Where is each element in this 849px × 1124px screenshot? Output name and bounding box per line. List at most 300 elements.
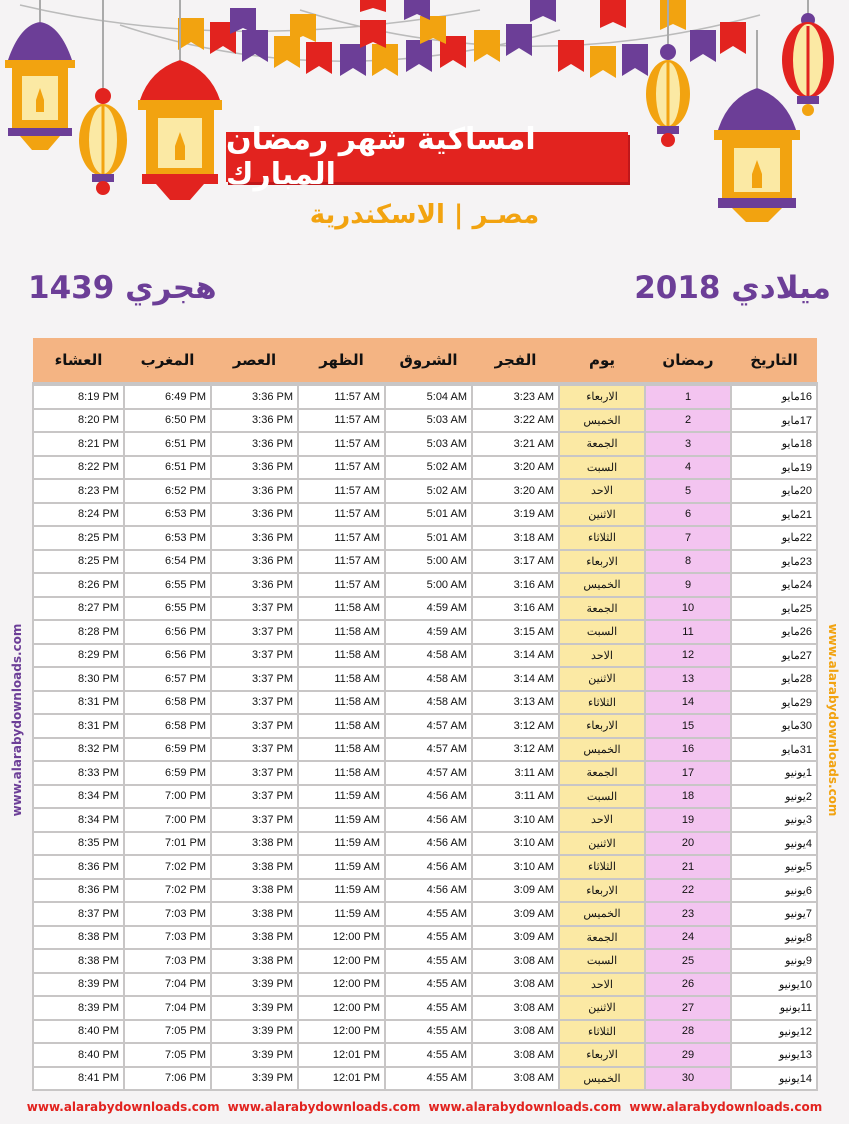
cell-isha: 8:24 PM: [33, 503, 124, 527]
cell-shurooq: 4:57 AM: [385, 761, 472, 785]
cell-isha: 8:20 PM: [33, 409, 124, 433]
cell-date: 22مايو: [731, 526, 817, 550]
cell-day: السبت: [559, 785, 645, 809]
cell-isha: 8:26 PM: [33, 573, 124, 597]
cell-isha: 8:22 PM: [33, 456, 124, 480]
table-row: [33, 691, 817, 715]
watermark-right: www.alarabydownloads.com: [826, 623, 840, 817]
cell-shurooq: 4:58 AM: [385, 667, 472, 691]
cell-date: 11يونيو: [731, 996, 817, 1020]
cell-asr: 3:37 PM: [211, 738, 298, 762]
cell-day: الاثنين: [559, 832, 645, 856]
column-header: العشاء: [33, 338, 124, 384]
cell-asr: 3:38 PM: [211, 855, 298, 879]
cell-fajr: 3:08 AM: [472, 996, 559, 1020]
cell-date: 17مايو: [731, 409, 817, 433]
cell-ramadan: 1: [645, 384, 731, 409]
cell-day: الاثنين: [559, 503, 645, 527]
cell-dhuhr: 12:01 PM: [298, 1043, 385, 1067]
cell-asr: 3:37 PM: [211, 597, 298, 621]
cell-date: 30مايو: [731, 714, 817, 738]
cell-day: الثلاثاء: [559, 855, 645, 879]
cell-maghrib: 6:53 PM: [124, 526, 211, 550]
cell-date: 8يونيو: [731, 926, 817, 950]
cell-fajr: 3:13 AM: [472, 691, 559, 715]
cell-date: 26مايو: [731, 620, 817, 644]
cell-isha: 8:34 PM: [33, 785, 124, 809]
table-row: [33, 432, 817, 456]
cell-asr: 3:36 PM: [211, 456, 298, 480]
cell-date: 21مايو: [731, 503, 817, 527]
cell-dhuhr: 12:00 PM: [298, 1020, 385, 1044]
table-row: [33, 1067, 817, 1091]
cell-fajr: 3:15 AM: [472, 620, 559, 644]
cell-ramadan: 19: [645, 808, 731, 832]
cell-fajr: 3:20 AM: [472, 479, 559, 503]
cell-asr: 3:39 PM: [211, 1043, 298, 1067]
cell-fajr: 3:09 AM: [472, 902, 559, 926]
cell-maghrib: 6:51 PM: [124, 432, 211, 456]
cell-ramadan: 8: [645, 550, 731, 574]
cell-isha: 8:39 PM: [33, 973, 124, 997]
cell-date: 1يونيو: [731, 761, 817, 785]
table-row: [33, 1020, 817, 1044]
cell-ramadan: 9: [645, 573, 731, 597]
cell-isha: 8:40 PM: [33, 1020, 124, 1044]
column-header: الشروق: [385, 338, 472, 384]
cell-ramadan: 29: [645, 1043, 731, 1067]
cell-ramadan: 5: [645, 479, 731, 503]
cell-ramadan: 22: [645, 879, 731, 903]
cell-asr: 3:36 PM: [211, 573, 298, 597]
cell-fajr: 3:12 AM: [472, 738, 559, 762]
cell-asr: 3:37 PM: [211, 620, 298, 644]
cell-date: 25مايو: [731, 597, 817, 621]
cell-ramadan: 25: [645, 949, 731, 973]
cell-asr: 3:38 PM: [211, 926, 298, 950]
cell-day: الخميس: [559, 902, 645, 926]
cell-day: السبت: [559, 456, 645, 480]
cell-asr: 3:39 PM: [211, 996, 298, 1020]
cell-fajr: 3:09 AM: [472, 926, 559, 950]
cell-isha: 8:32 PM: [33, 738, 124, 762]
cell-dhuhr: 11:58 AM: [298, 738, 385, 762]
cell-maghrib: 6:59 PM: [124, 761, 211, 785]
cell-date: 20مايو: [731, 479, 817, 503]
cell-isha: 8:38 PM: [33, 926, 124, 950]
cell-day: الاثنين: [559, 996, 645, 1020]
cell-fajr: 3:22 AM: [472, 409, 559, 433]
cell-ramadan: 16: [645, 738, 731, 762]
cell-shurooq: 5:04 AM: [385, 384, 472, 409]
cell-fajr: 3:17 AM: [472, 550, 559, 574]
cell-dhuhr: 11:58 AM: [298, 691, 385, 715]
cell-date: 3يونيو: [731, 808, 817, 832]
cell-shurooq: 5:01 AM: [385, 526, 472, 550]
cell-date: 5يونيو: [731, 855, 817, 879]
table-row: [33, 973, 817, 997]
cell-maghrib: 7:00 PM: [124, 785, 211, 809]
cell-date: 4يونيو: [731, 832, 817, 856]
cell-ramadan: 10: [645, 597, 731, 621]
cell-isha: 8:29 PM: [33, 644, 124, 668]
table-row: [33, 949, 817, 973]
cell-asr: 3:37 PM: [211, 761, 298, 785]
cell-shurooq: 4:58 AM: [385, 691, 472, 715]
column-header: الظهر: [298, 338, 385, 384]
cell-isha: 8:37 PM: [33, 902, 124, 926]
cell-dhuhr: 11:57 AM: [298, 503, 385, 527]
cell-day: الخميس: [559, 409, 645, 433]
cell-dhuhr: 11:57 AM: [298, 384, 385, 409]
table-row: [33, 996, 817, 1020]
cell-dhuhr: 11:58 AM: [298, 620, 385, 644]
cell-shurooq: 4:55 AM: [385, 996, 472, 1020]
table-row: [33, 526, 817, 550]
cell-day: السبت: [559, 620, 645, 644]
cell-day: الاربعاء: [559, 550, 645, 574]
cell-ramadan: 15: [645, 714, 731, 738]
cell-maghrib: 7:05 PM: [124, 1020, 211, 1044]
cell-isha: 8:30 PM: [33, 667, 124, 691]
cell-shurooq: 4:59 AM: [385, 597, 472, 621]
table-row: [33, 644, 817, 668]
cell-date: 13يونيو: [731, 1043, 817, 1067]
watermark-left: www.alarabydownloads.com: [10, 623, 24, 817]
cell-shurooq: 4:56 AM: [385, 785, 472, 809]
table-row: [33, 620, 817, 644]
cell-isha: 8:23 PM: [33, 479, 124, 503]
cell-isha: 8:39 PM: [33, 996, 124, 1020]
column-header: التاريخ: [731, 338, 817, 384]
cell-fajr: 3:10 AM: [472, 808, 559, 832]
cell-shurooq: 5:00 AM: [385, 573, 472, 597]
cell-isha: 8:36 PM: [33, 855, 124, 879]
cell-date: 24مايو: [731, 573, 817, 597]
cell-shurooq: 4:55 AM: [385, 973, 472, 997]
table-row: [33, 855, 817, 879]
cell-date: 31مايو: [731, 738, 817, 762]
cell-dhuhr: 11:58 AM: [298, 597, 385, 621]
cell-shurooq: 4:55 AM: [385, 1043, 472, 1067]
cell-day: الخميس: [559, 573, 645, 597]
cell-isha: 8:33 PM: [33, 761, 124, 785]
cell-dhuhr: 12:00 PM: [298, 926, 385, 950]
cell-fajr: 3:18 AM: [472, 526, 559, 550]
cell-maghrib: 6:56 PM: [124, 644, 211, 668]
table-row: [33, 384, 817, 409]
cell-asr: 3:37 PM: [211, 714, 298, 738]
column-header: يوم: [559, 338, 645, 384]
column-header: رمضان: [645, 338, 731, 384]
cell-ramadan: 24: [645, 926, 731, 950]
table-row: [33, 550, 817, 574]
cell-asr: 3:36 PM: [211, 432, 298, 456]
cell-dhuhr: 11:59 AM: [298, 832, 385, 856]
cell-shurooq: 4:57 AM: [385, 714, 472, 738]
cell-ramadan: 6: [645, 503, 731, 527]
cell-day: الاحد: [559, 808, 645, 832]
lantern-icon: [5, 0, 75, 150]
table-row: [33, 832, 817, 856]
cell-maghrib: 6:53 PM: [124, 503, 211, 527]
cell-fajr: 3:11 AM: [472, 761, 559, 785]
cell-asr: 3:36 PM: [211, 526, 298, 550]
page-title: امساكية شهر رمضان المبارك: [226, 132, 628, 182]
cell-day: الجمعة: [559, 432, 645, 456]
cell-date: 10يونيو: [731, 973, 817, 997]
cell-maghrib: 7:03 PM: [124, 949, 211, 973]
cell-date: 23مايو: [731, 550, 817, 574]
cell-dhuhr: 12:00 PM: [298, 996, 385, 1020]
cell-maghrib: 6:49 PM: [124, 384, 211, 409]
cell-maghrib: 7:05 PM: [124, 1043, 211, 1067]
cell-dhuhr: 12:00 PM: [298, 973, 385, 997]
cell-asr: 3:36 PM: [211, 384, 298, 409]
cell-maghrib: 6:50 PM: [124, 409, 211, 433]
cell-isha: 8:25 PM: [33, 526, 124, 550]
cell-shurooq: 4:56 AM: [385, 808, 472, 832]
cell-asr: 3:36 PM: [211, 550, 298, 574]
table-row: [33, 597, 817, 621]
cell-shurooq: 4:55 AM: [385, 1067, 472, 1091]
cell-dhuhr: 11:57 AM: [298, 409, 385, 433]
cell-isha: 8:25 PM: [33, 550, 124, 574]
cell-date: 28مايو: [731, 667, 817, 691]
cell-date: 14يونيو: [731, 1067, 817, 1091]
cell-asr: 3:37 PM: [211, 785, 298, 809]
cell-shurooq: 4:55 AM: [385, 949, 472, 973]
table-row: [33, 879, 817, 903]
cell-maghrib: 6:58 PM: [124, 714, 211, 738]
table-row: [33, 479, 817, 503]
cell-shurooq: 4:55 AM: [385, 926, 472, 950]
cell-maghrib: 6:57 PM: [124, 667, 211, 691]
table-row: [33, 667, 817, 691]
cell-maghrib: 7:02 PM: [124, 879, 211, 903]
cell-isha: 8:36 PM: [33, 879, 124, 903]
cell-shurooq: 4:55 AM: [385, 1020, 472, 1044]
cell-dhuhr: 11:58 AM: [298, 644, 385, 668]
cell-ramadan: 30: [645, 1067, 731, 1091]
cell-shurooq: 5:01 AM: [385, 503, 472, 527]
cell-asr: 3:39 PM: [211, 973, 298, 997]
cell-date: 27مايو: [731, 644, 817, 668]
cell-isha: 8:34 PM: [33, 808, 124, 832]
cell-asr: 3:39 PM: [211, 1067, 298, 1091]
cell-maghrib: 6:51 PM: [124, 456, 211, 480]
cell-maghrib: 6:59 PM: [124, 738, 211, 762]
cell-fajr: 3:19 AM: [472, 503, 559, 527]
cell-fajr: 3:11 AM: [472, 785, 559, 809]
cell-dhuhr: 11:57 AM: [298, 550, 385, 574]
imsakiya-table: [32, 338, 818, 1091]
cell-isha: 8:27 PM: [33, 597, 124, 621]
table-row: [33, 785, 817, 809]
cell-asr: 3:37 PM: [211, 644, 298, 668]
cell-shurooq: 4:56 AM: [385, 855, 472, 879]
cell-ramadan: 7: [645, 526, 731, 550]
table-row: [33, 409, 817, 433]
cell-fajr: 3:16 AM: [472, 597, 559, 621]
cell-dhuhr: 11:58 AM: [298, 761, 385, 785]
cell-maghrib: 6:52 PM: [124, 479, 211, 503]
cell-day: الخميس: [559, 738, 645, 762]
cell-day: الجمعة: [559, 761, 645, 785]
cell-asr: 3:36 PM: [211, 479, 298, 503]
cell-isha: 8:28 PM: [33, 620, 124, 644]
cell-dhuhr: 11:59 AM: [298, 879, 385, 903]
table-header-row: [33, 338, 817, 384]
cell-asr: 3:38 PM: [211, 879, 298, 903]
cell-ramadan: 21: [645, 855, 731, 879]
cell-isha: 8:38 PM: [33, 949, 124, 973]
cell-maghrib: 6:55 PM: [124, 573, 211, 597]
cell-date: 12يونيو: [731, 1020, 817, 1044]
cell-fajr: 3:08 AM: [472, 1020, 559, 1044]
cell-dhuhr: 12:00 PM: [298, 949, 385, 973]
cell-isha: 8:31 PM: [33, 691, 124, 715]
cell-fajr: 3:23 AM: [472, 384, 559, 409]
cell-shurooq: 5:02 AM: [385, 479, 472, 503]
cell-ramadan: 14: [645, 691, 731, 715]
cell-dhuhr: 12:01 PM: [298, 1067, 385, 1091]
cell-day: الاربعاء: [559, 879, 645, 903]
cell-isha: 8:31 PM: [33, 714, 124, 738]
cell-fajr: 3:08 AM: [472, 1043, 559, 1067]
cell-maghrib: 7:00 PM: [124, 808, 211, 832]
cell-fajr: 3:21 AM: [472, 432, 559, 456]
cell-dhuhr: 11:57 AM: [298, 432, 385, 456]
cell-shurooq: 4:58 AM: [385, 644, 472, 668]
cell-dhuhr: 11:59 AM: [298, 785, 385, 809]
cell-ramadan: 12: [645, 644, 731, 668]
cell-asr: 3:38 PM: [211, 902, 298, 926]
cell-ramadan: 3: [645, 432, 731, 456]
cell-fajr: 3:10 AM: [472, 832, 559, 856]
cell-fajr: 3:14 AM: [472, 667, 559, 691]
cell-fajr: 3:14 AM: [472, 644, 559, 668]
cell-maghrib: 6:55 PM: [124, 597, 211, 621]
cell-maghrib: 7:06 PM: [124, 1067, 211, 1091]
cell-maghrib: 6:56 PM: [124, 620, 211, 644]
cell-isha: 8:19 PM: [33, 384, 124, 409]
cell-maghrib: 6:54 PM: [124, 550, 211, 574]
cell-shurooq: 5:02 AM: [385, 456, 472, 480]
column-header: الفجر: [472, 338, 559, 384]
cell-maghrib: 6:58 PM: [124, 691, 211, 715]
cell-day: الاربعاء: [559, 1043, 645, 1067]
cell-day: الخميس: [559, 1067, 645, 1091]
cell-isha: 8:40 PM: [33, 1043, 124, 1067]
cell-date: 16مايو: [731, 384, 817, 409]
lantern-icon: [79, 0, 127, 195]
cell-day: الاربعاء: [559, 714, 645, 738]
cell-shurooq: 5:00 AM: [385, 550, 472, 574]
cell-day: الجمعة: [559, 926, 645, 950]
cell-ramadan: 4: [645, 456, 731, 480]
cell-fajr: 3:20 AM: [472, 456, 559, 480]
cell-dhuhr: 11:59 AM: [298, 902, 385, 926]
cell-shurooq: 5:03 AM: [385, 409, 472, 433]
cell-shurooq: 4:55 AM: [385, 902, 472, 926]
cell-maghrib: 7:04 PM: [124, 996, 211, 1020]
cell-asr: 3:36 PM: [211, 409, 298, 433]
cell-ramadan: 13: [645, 667, 731, 691]
cell-asr: 3:38 PM: [211, 832, 298, 856]
cell-day: الاحد: [559, 644, 645, 668]
cell-day: الاحد: [559, 479, 645, 503]
cell-shurooq: 4:57 AM: [385, 738, 472, 762]
cell-dhuhr: 11:58 AM: [298, 714, 385, 738]
cell-fajr: 3:12 AM: [472, 714, 559, 738]
cell-day: الثلاثاء: [559, 526, 645, 550]
location-subtitle: مصـر | الاسكندرية: [309, 200, 540, 230]
cell-dhuhr: 11:57 AM: [298, 479, 385, 503]
cell-shurooq: 4:56 AM: [385, 879, 472, 903]
cell-ramadan: 23: [645, 902, 731, 926]
cell-asr: 3:37 PM: [211, 691, 298, 715]
cell-ramadan: 18: [645, 785, 731, 809]
footer-watermark: www.alarabydownloads.com www.alarabydownloads.com www.alarabydownloads.com www.alarabydownloads.com: [26, 1100, 823, 1114]
cell-day: الاحد: [559, 973, 645, 997]
table-row: [33, 902, 817, 926]
hijri-year: 1439 هجري: [28, 270, 217, 306]
cell-isha: 8:21 PM: [33, 432, 124, 456]
table-row: [33, 808, 817, 832]
cell-dhuhr: 11:57 AM: [298, 526, 385, 550]
cell-shurooq: 4:59 AM: [385, 620, 472, 644]
cell-maghrib: 7:04 PM: [124, 973, 211, 997]
cell-shurooq: 5:03 AM: [385, 432, 472, 456]
cell-asr: 3:37 PM: [211, 667, 298, 691]
cell-date: 9يونيو: [731, 949, 817, 973]
table-row: [33, 503, 817, 527]
cell-asr: 3:39 PM: [211, 1020, 298, 1044]
column-header: العصر: [211, 338, 298, 384]
table-row: [33, 926, 817, 950]
cell-isha: 8:41 PM: [33, 1067, 124, 1091]
cell-dhuhr: 11:58 AM: [298, 667, 385, 691]
cell-maghrib: 7:01 PM: [124, 832, 211, 856]
cell-ramadan: 17: [645, 761, 731, 785]
table-row: [33, 761, 817, 785]
cell-date: 19مايو: [731, 456, 817, 480]
cell-ramadan: 2: [645, 409, 731, 433]
cell-ramadan: 27: [645, 996, 731, 1020]
cell-ramadan: 28: [645, 1020, 731, 1044]
cell-day: الجمعة: [559, 597, 645, 621]
column-header: المغرب: [124, 338, 211, 384]
cell-date: 18مايو: [731, 432, 817, 456]
cell-ramadan: 26: [645, 973, 731, 997]
cell-day: الاربعاء: [559, 384, 645, 409]
cell-fajr: 3:16 AM: [472, 573, 559, 597]
cell-date: 7يونيو: [731, 902, 817, 926]
cell-maghrib: 7:03 PM: [124, 926, 211, 950]
cell-day: الثلاثاء: [559, 1020, 645, 1044]
cell-fajr: 3:10 AM: [472, 855, 559, 879]
cell-dhuhr: 11:57 AM: [298, 573, 385, 597]
lantern-icon: [782, 0, 834, 116]
cell-date: 29مايو: [731, 691, 817, 715]
table-row: [33, 738, 817, 762]
cell-maghrib: 7:03 PM: [124, 902, 211, 926]
cell-asr: 3:38 PM: [211, 949, 298, 973]
gregorian-year: 2018 ميلادي: [634, 270, 831, 306]
cell-dhuhr: 11:57 AM: [298, 456, 385, 480]
cell-fajr: 3:08 AM: [472, 1067, 559, 1091]
